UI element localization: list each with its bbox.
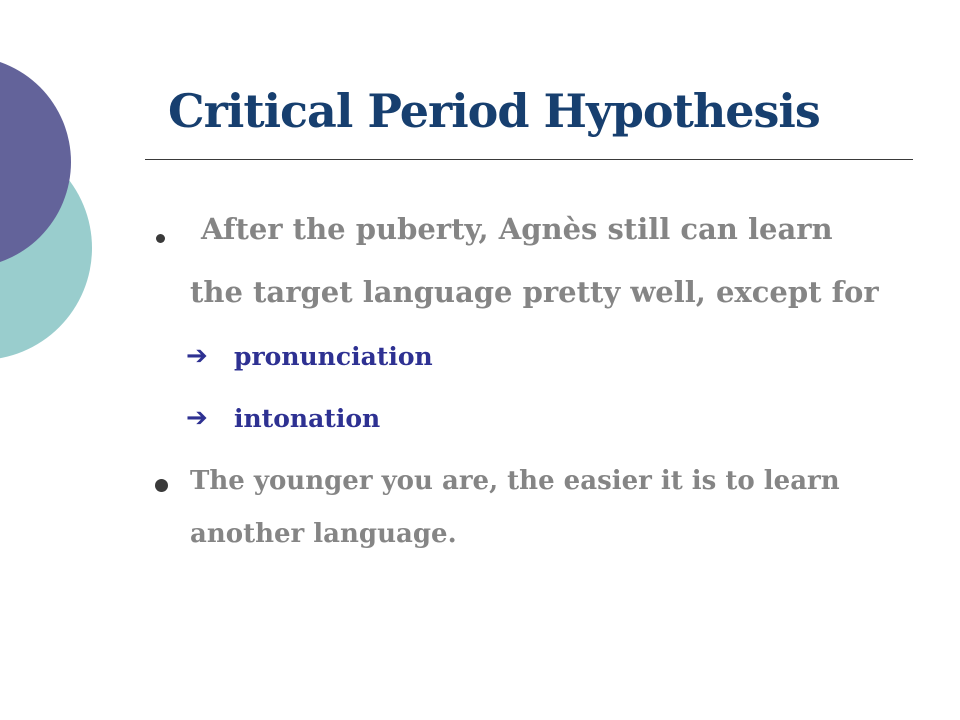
slide-title: Critical Period Hypothesis xyxy=(168,84,820,138)
bullet-dot-icon xyxy=(155,479,168,492)
title-divider xyxy=(145,159,913,160)
sub-item-label: intonation xyxy=(234,403,381,433)
bullet-2-line-2: another language. xyxy=(190,519,457,549)
decorative-circles xyxy=(0,0,100,380)
bullet-1-line-1: After the puberty, Agnès still can learn xyxy=(201,212,833,246)
bullet-2-line-1: The younger you are, the easier it is to learn xyxy=(190,466,840,496)
bullet-1-line-2: the target language pretty well, except for xyxy=(190,275,879,309)
sub-item-label: pronunciation xyxy=(234,341,433,371)
bullet-dot-icon xyxy=(156,234,165,243)
sub-item-intonation xyxy=(186,403,380,433)
right-arrow-icon: ➔ xyxy=(186,403,208,433)
sub-item-pronunciation xyxy=(186,341,433,371)
right-arrow-icon: ➔ xyxy=(186,341,208,371)
